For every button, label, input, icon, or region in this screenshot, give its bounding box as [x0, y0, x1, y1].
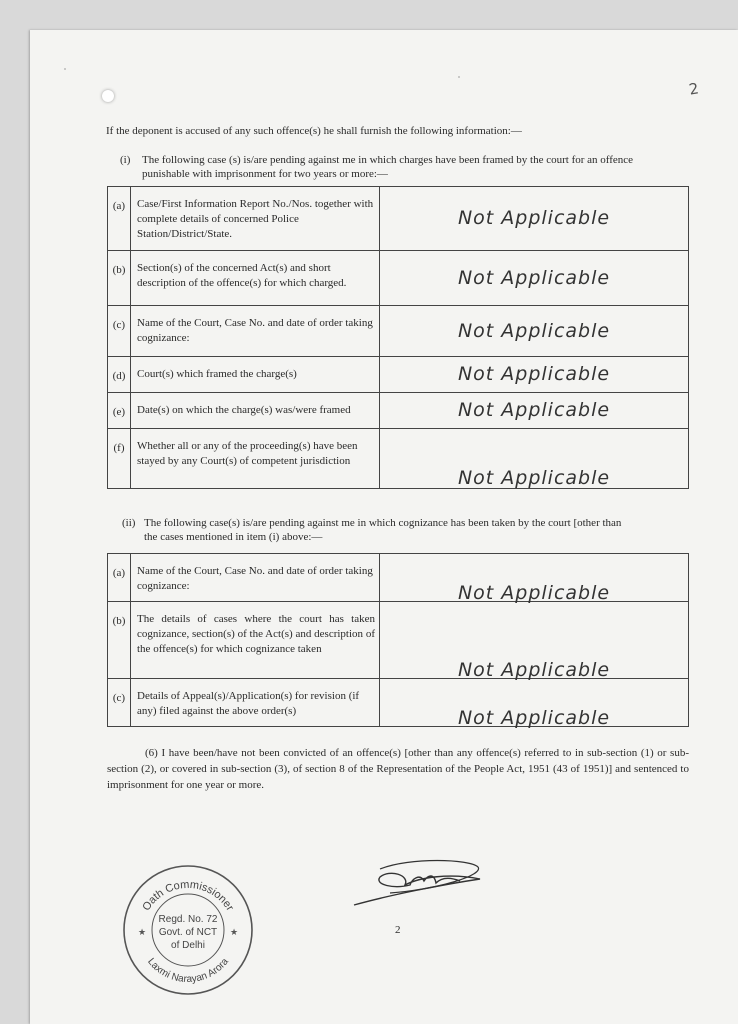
row-index: (b): [108, 602, 131, 679]
row-index: (d): [108, 357, 131, 393]
handwritten-answer: Not Applicable: [380, 306, 689, 357]
section-i-text-line2: punishable with imprisonment for two years or more:—: [142, 168, 388, 180]
section-ii-heading: [122, 516, 692, 544]
staple-hole: [102, 90, 114, 102]
handwritten-answer: Not Applicable: [380, 429, 689, 489]
table-row: [108, 393, 689, 429]
table-row: [108, 187, 689, 251]
handwritten-answer: Not Applicable: [380, 187, 689, 251]
paragraph-6: (6) I have been/have not been convicted of an offence(s) [other than any offence(s) referred to in sub-section (1) or sub-section (2), or covered in sub-section (3), of section 8 of the Representation of the People Act, 1951 (43 of 1951)] and sentenced to imprisonment for one year or more.: [107, 747, 689, 791]
row-label: Section(s) of the concerned Act(s) and short description of the offence(s) for which charged.: [131, 251, 380, 306]
page-corner-mark: 2: [687, 79, 701, 99]
row-index: (a): [108, 554, 131, 602]
row-index: (c): [108, 679, 131, 727]
section-ii-table: [107, 553, 689, 727]
stamp-top-arc: Oath Commissioner: [140, 878, 236, 914]
handwritten-answer: Not Applicable: [380, 393, 689, 429]
section-ii-text-line2: the cases mentioned in item (i) above:—: [144, 531, 323, 543]
stamp-line3: of Delhi: [171, 940, 205, 951]
intro-text: If the deponent is accused of any such offence(s) he shall furnish the following information:—: [106, 125, 522, 137]
row-label: Court(s) which framed the charge(s): [131, 357, 380, 393]
table-row: [108, 251, 689, 306]
row-index: (b): [108, 251, 131, 306]
handwritten-answer: Not Applicable: [380, 357, 689, 393]
svg-text:Oath Commissioner: [140, 879, 236, 914]
table-row: [108, 429, 689, 489]
star-icon: ★: [138, 927, 147, 937]
row-label: The details of cases where the court has taken cognizance, section(s) of the Act(s) and description of the offence(s) for which cognizance taken: [131, 602, 380, 679]
star-icon: ★: [230, 927, 239, 937]
row-label: Name of the Court, Case No. and date of order taking cognizance:: [131, 554, 380, 602]
handwritten-answer: Not Applicable: [380, 679, 689, 727]
table-row: [108, 602, 689, 679]
handwritten-answer: Not Applicable: [380, 251, 689, 306]
row-index: (c): [108, 306, 131, 357]
table-row: [108, 306, 689, 357]
paper-speck: [458, 76, 460, 78]
row-label: Whether all or any of the proceeding(s) have been stayed by any Court(s) of competent jurisdiction: [131, 429, 380, 489]
row-index: (a): [108, 187, 131, 251]
row-index: (f): [108, 429, 131, 489]
handwritten-answer: Not Applicable: [380, 554, 689, 602]
row-index: (e): [108, 393, 131, 429]
section-i-table: [107, 186, 689, 489]
table-row: [108, 679, 689, 727]
stamp-line1: Regd. No. 72: [158, 914, 218, 925]
row-label: Details of Appeal(s)/Application(s) for revision (if any) filed against the above order(s): [131, 679, 380, 727]
section-i-heading: [120, 153, 690, 181]
section-i-number: (i): [120, 154, 131, 166]
section-ii-number: (ii): [122, 517, 136, 529]
signature-image: [350, 855, 490, 915]
section-i-text-line1: The following case (s) is/are pending against me in which charges have been framed by the court for an offence: [142, 154, 634, 166]
row-label: Name of the Court, Case No. and date of order taking cognizance:: [131, 306, 380, 357]
row-label: Date(s) on which the charge(s) was/were framed: [131, 393, 380, 429]
svg-text:Laxmi Narayan Arora: [145, 956, 231, 985]
section-ii-text-line1: The following case(s) is/are pending against me in which cognizance has been taken by the court [other than: [144, 517, 622, 529]
stamp-bottom-arc: Laxmi Narayan Arora: [145, 956, 231, 986]
row-label: Case/First Information Report No./Nos. together with complete details of concerned Police Station/District/State.: [131, 187, 380, 251]
paper-speck: [64, 68, 66, 70]
oath-commissioner-stamp: [120, 862, 256, 998]
table-row: [108, 554, 689, 602]
page-number: 2: [395, 924, 401, 936]
stamp-line2: Govt. of NCT: [158, 927, 218, 938]
handwritten-answer: Not Applicable: [380, 602, 689, 679]
table-row: [108, 357, 689, 393]
